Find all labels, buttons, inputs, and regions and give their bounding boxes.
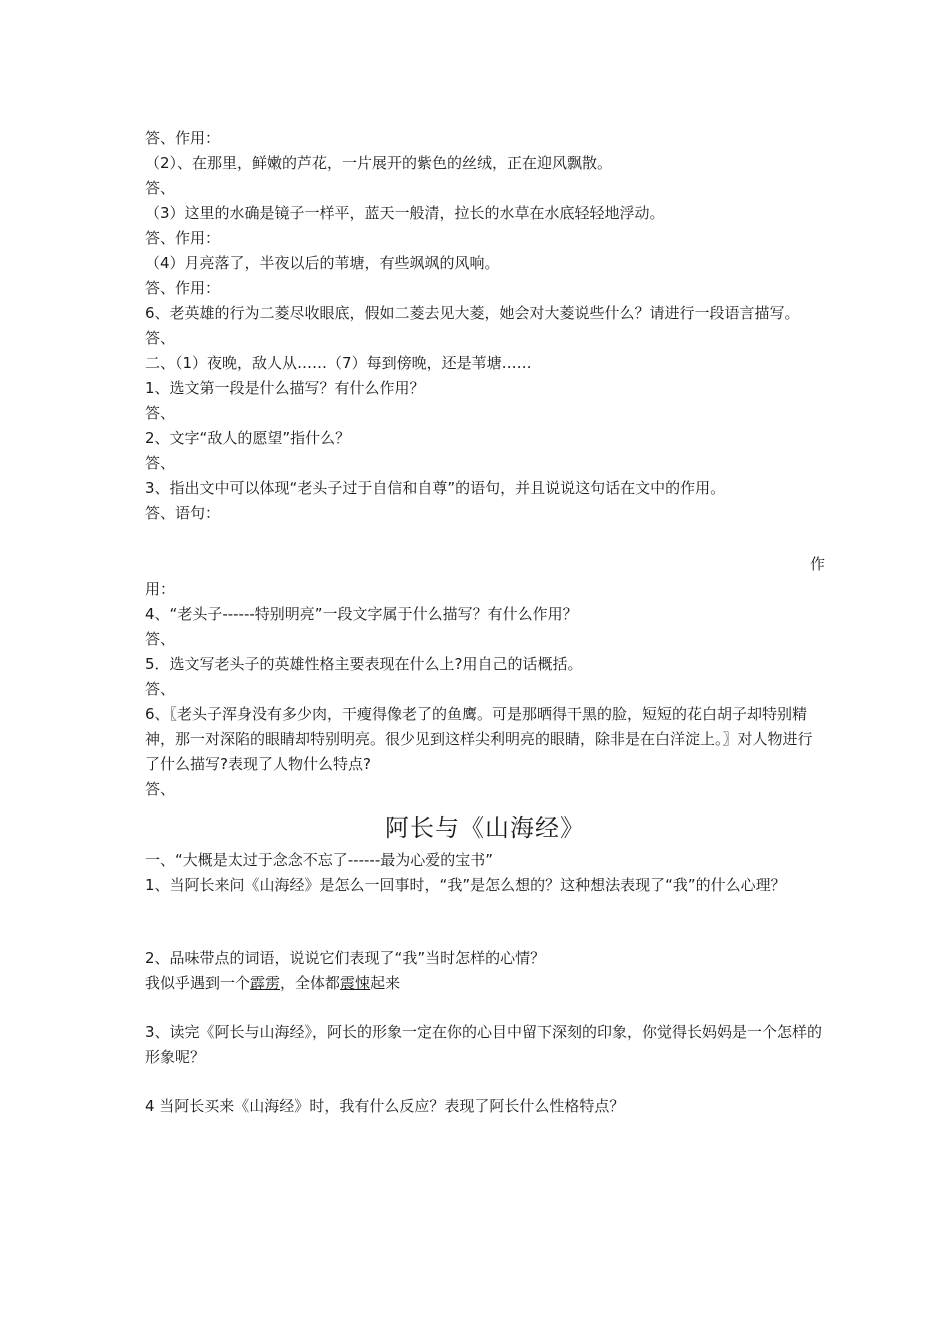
answer-line: 答、 (145, 780, 176, 798)
question-line: 6、〖老头子浑身没有多少肉，干瘦得像老了的鱼鹰。可是那晒得干黑的脸，短短的花白胡子却特别精神，那一对深陷的眼睛却特别明亮。很少见到这样尖利明亮的眼睛，除非是在白洋淀上。〗对人物进行了什么描写?表现了人物什么特点? (145, 705, 813, 773)
answer-line: 答、作用： (145, 129, 221, 147)
question-line: （2）、在那里，鲜嫩的芦花，一片展开的紫色的丝绒，正在迎风飘散。 (145, 154, 613, 172)
question-line: 6、老英雄的行为二菱尽收眼底，假如二菱去见大菱，她会对大菱说些什么？请进行一段语言描写。 (145, 304, 800, 322)
blank-space (145, 1070, 825, 1094)
question-line: 3、指出文中可以体现“老头子过于自信和自尊”的语句，并且说说这句话在文中的作用。 (145, 479, 726, 497)
blank-space (145, 898, 825, 946)
answer-line: 答、 (145, 329, 176, 347)
question-line: 5．选文写老头子的英雄性格主要表现在什么上?用自己的话概括。 (145, 655, 583, 673)
answer-line: 答、 (145, 454, 176, 472)
answer-line: 答、 (145, 179, 176, 197)
answer-continuation: 作 (809, 555, 825, 573)
blank-space (145, 996, 825, 1020)
blank-space (145, 526, 825, 552)
question-line: 1、选文第一段是什么描写？有什么作用？ (145, 379, 425, 397)
question-line: 2、品味带点的词语，说说它们表现了“我”当时怎样的心情？ (145, 949, 546, 967)
answer-line: 答、作用： (145, 229, 221, 247)
answer-line: 答、 (145, 630, 176, 648)
sentence-text: ，全体都 (280, 974, 341, 992)
question-line: 4 当阿长买来《山海经》时，我有什么反应？表现了阿长什么性格特点？ (145, 1097, 625, 1115)
section-heading: 一、“大概是太过于念念不忘了------最为心爱的宝书” (145, 851, 494, 869)
document-body (145, 126, 825, 1119)
section-title: 阿长与《山海经》 (385, 814, 585, 842)
question-line: 2、文字“敌人的愿望”指什么？ (145, 429, 351, 447)
section-heading: 二、（1）夜晚，敌人从……（7）每到傍晚，还是苇塘…… (145, 354, 532, 372)
question-line: 3、读完《阿长与山海经》，阿长的形象一定在你的心目中留下深刻的印象，你觉得长妈妈是一个怎样的形象呢？ (145, 1023, 823, 1066)
answer-line: 用： (145, 580, 176, 598)
underlined-word: 震悚 (340, 974, 371, 992)
question-line: 4、“老头子------特别明亮”一段文字属于什么描写？有什么作用？ (145, 605, 578, 623)
question-line: （3）这里的水确是镜子一样平，蓝天一般清，拉长的水草在水底轻轻地浮动。 (145, 204, 665, 222)
sentence-text: 起来 (370, 974, 401, 992)
quoted-sentence (145, 971, 825, 996)
question-line: 1、当阿长来问《山海经》是怎么一回事时，“我”是怎么想的？这种想法表现了“我”的什么心理？ (145, 876, 786, 894)
sentence-text: 我似乎遇到一个 (145, 974, 251, 992)
answer-line: 答、作用： (145, 279, 221, 297)
underlined-word: 霹雳 (250, 974, 281, 992)
question-line: （4）月亮落了，半夜以后的苇塘，有些飒飒的风响。 (145, 254, 500, 272)
answer-line: 答、 (145, 680, 176, 698)
answer-line: 答、语句： (145, 504, 221, 522)
answer-line: 答、 (145, 404, 176, 422)
